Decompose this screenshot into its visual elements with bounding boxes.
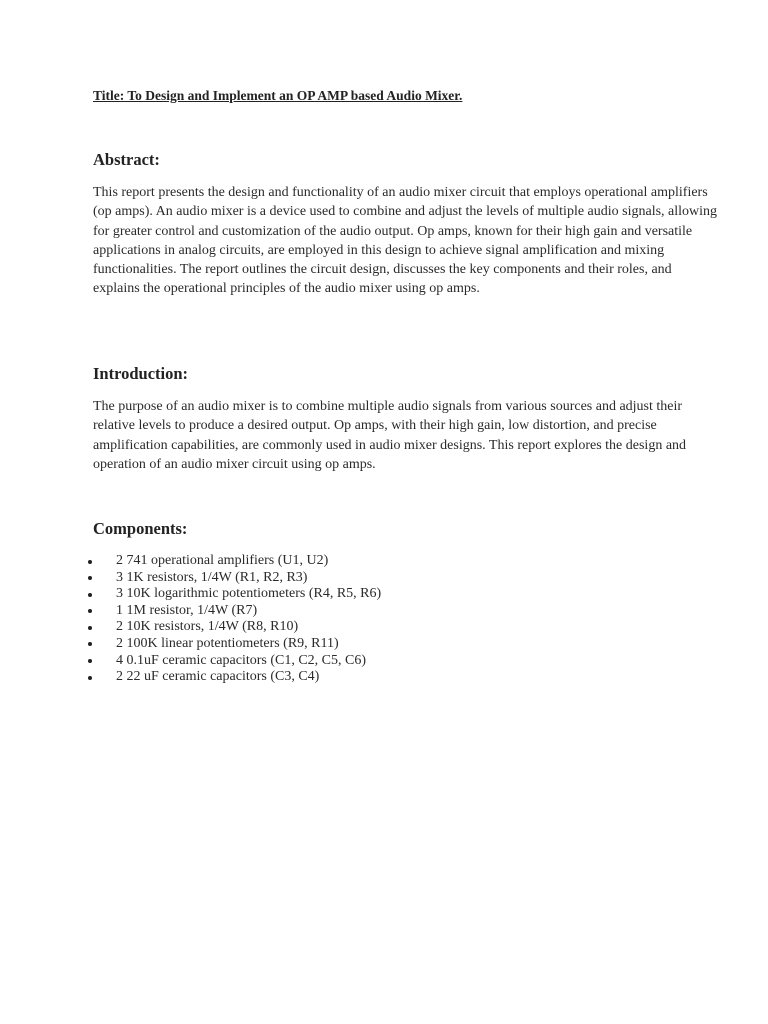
introduction-paragraph: The purpose of an audio mixer is to combine multiple audio signals from various sources and adjust their relative levels to produce a desired output. Op amps, with their high gain, low distortion, and precise amplification capabilities, are commonly used in audio mixer designs. This report explores the design and operation of an audio mixer circuit using op amps.	[93, 399, 687, 472]
component-text: 3 1K resistors, 1/4W (R1, R2, R3)	[116, 569, 308, 585]
component-text: 2 100K linear potentiometers (R9, R11)	[116, 635, 339, 651]
bullet-icon	[88, 609, 92, 613]
list-item	[88, 586, 381, 603]
list-item	[88, 570, 381, 587]
list-item	[88, 636, 381, 653]
component-text: 2 22 uF ceramic capacitors (C3, C4)	[116, 669, 320, 685]
bullet-icon	[88, 642, 92, 646]
bullet-icon	[88, 659, 92, 663]
component-text: 2 741 operational amplifiers (U1, U2)	[116, 553, 329, 568]
component-text: 4 0.1uF ceramic capacitors (C1, C2, C5, C6)	[116, 652, 367, 668]
introduction-heading: Introduction:	[93, 364, 189, 383]
list-item	[88, 603, 381, 620]
list-item	[88, 669, 381, 686]
bullet-icon	[88, 626, 92, 630]
components-list	[88, 553, 381, 686]
list-item	[88, 653, 381, 670]
component-text: 1 1M resistor, 1/4W (R7)	[116, 602, 258, 618]
list-item	[88, 619, 381, 636]
list-item	[88, 553, 381, 570]
bullet-icon	[88, 676, 92, 680]
component-text: 2 10K resistors, 1/4W (R8, R10)	[116, 619, 299, 635]
document-title: Title: To Design and Implement an OP AMP based Audio Mixer.	[93, 88, 463, 103]
abstract-paragraph: This report presents the design and functionality of an audio mixer circuit that employs operational amplifiers (op amps). An audio mixer is a device used to combine and adjust the levels of multiple audio signals, allowing for greater control and customization of the audio output. Op amps, known for their high gain and versatile applications in analog circuits, are employed in this design to achieve signal amplification and mixing functionalities. The report outlines the circuit design, discusses the key components and their roles, and explains the operational principles of the audio mixer using op amps.	[93, 185, 718, 297]
bullet-icon	[88, 576, 92, 580]
abstract-heading: Abstract:	[93, 150, 160, 169]
bullet-icon	[88, 560, 92, 564]
component-text: 3 10K logarithmic potentiometers (R4, R5, R6)	[116, 586, 382, 602]
bullet-icon	[88, 593, 92, 597]
components-heading: Components:	[93, 519, 188, 538]
